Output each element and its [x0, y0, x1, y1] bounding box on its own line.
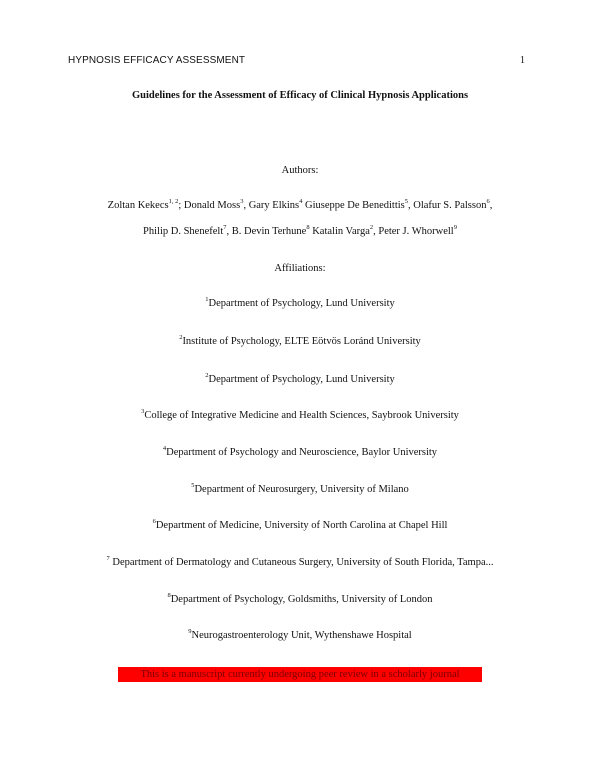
running-head: HYPNOSIS EFFICACY ASSESSMENT: [68, 55, 246, 66]
author-name: Donald Moss: [183, 200, 241, 211]
author-name: Peter J. Whorwell: [378, 226, 454, 237]
affiliation: [0, 336, 600, 347]
affiliation-text: Department of Psychology, Goldsmiths, University of London: [170, 594, 433, 605]
affiliation-number: 8: [167, 592, 171, 599]
affiliation-number: 9: [188, 628, 192, 635]
affiliation-number: 4: [162, 445, 167, 452]
affiliation-text: Department of Psychology, Lund University: [208, 374, 395, 385]
author-name: B. Devin Terhune: [231, 226, 307, 237]
affiliation-text: Neurogastroenterology Unit, Wythenshawe Hospital: [191, 630, 412, 641]
author-affiliation-number: 9: [453, 224, 457, 231]
page-number: 1: [520, 55, 525, 66]
paper-title: Guidelines for the Assessment of Efficacy of Clinical Hypnosis Applications: [131, 90, 469, 101]
author-name: Zoltan Kekecs: [107, 200, 169, 211]
affiliation-text: College of Integrative Medicine and Health Sciences, Saybrook University: [144, 410, 459, 421]
authors-line-2: Philip D. Shenefelt$^7$, B. Devin Terhune$^8$ Katalin Varga$^2$, Peter J. Whorwell$^9$: [143, 224, 457, 237]
affiliation-text: Department of Medicine, University of North Carolina at Chapel Hill: [155, 520, 448, 531]
affiliation-number: 3: [141, 408, 145, 415]
affiliation: [0, 374, 600, 385]
author-affiliation-number: 2: [369, 224, 374, 231]
author-affiliation-number: 8: [306, 224, 310, 231]
affiliation: [0, 557, 600, 568]
affiliation-text: Institute of Psychology, ELTE Eötvös Loránd University: [182, 336, 421, 347]
author-affiliation-number: 6: [486, 198, 490, 205]
peer-review-notice: This is a manuscript currently undergoing peer review in a scholarly journal: [118, 667, 482, 682]
affiliation: [0, 410, 600, 421]
affiliation-number: 5: [191, 482, 195, 489]
affiliations-label: Affiliations:: [274, 263, 326, 274]
author-name: Giuseppe De Benedittis: [305, 200, 405, 211]
affiliation-number: 6: [152, 518, 156, 525]
author-affiliation-number: 3: [240, 198, 244, 205]
affiliation: [0, 447, 600, 458]
author-name: Gary Elkins: [248, 200, 300, 211]
affiliation: [0, 594, 600, 605]
author-affiliation-number: 7: [223, 224, 227, 231]
authors-line-1: Zoltan Kekecs$^{1, 2}$; Donald Moss$^3$, Gary Elkins$^4$ Giuseppe De Benedittis$^5$, Olafur S. Palsson$^6$,: [107, 198, 493, 211]
author-affiliation-number: 4: [299, 198, 303, 205]
affiliation-number: 1: [205, 296, 209, 303]
affiliation: [0, 520, 600, 531]
affiliation-text: Department of Psychology, Lund University: [208, 298, 395, 309]
affiliation-number: 2: [179, 334, 183, 341]
affiliation-text: Department of Dermatology and Cutaneous Surgery, University of South Florida, Tampa...: [109, 557, 494, 568]
author-affiliation-number: 5: [404, 198, 408, 205]
affiliation: [0, 298, 600, 309]
affiliation-text: Department of Neurosurgery, University of Milano: [194, 484, 409, 495]
affiliation: [0, 630, 600, 641]
affiliation-number: 7: [106, 555, 110, 562]
affiliation: [0, 484, 600, 495]
affiliation-number: 2: [205, 372, 209, 379]
author-name: Olafur S. Palsson: [413, 200, 487, 211]
author-name: Philip D. Shenefelt: [143, 226, 224, 237]
author-affiliation-number: 1, 2: [168, 198, 179, 205]
authors-label: Authors:: [281, 165, 319, 176]
affiliation-text: Department of Psychology and Neuroscience, Baylor University: [166, 447, 438, 458]
author-name: Katalin Varga: [312, 226, 370, 237]
